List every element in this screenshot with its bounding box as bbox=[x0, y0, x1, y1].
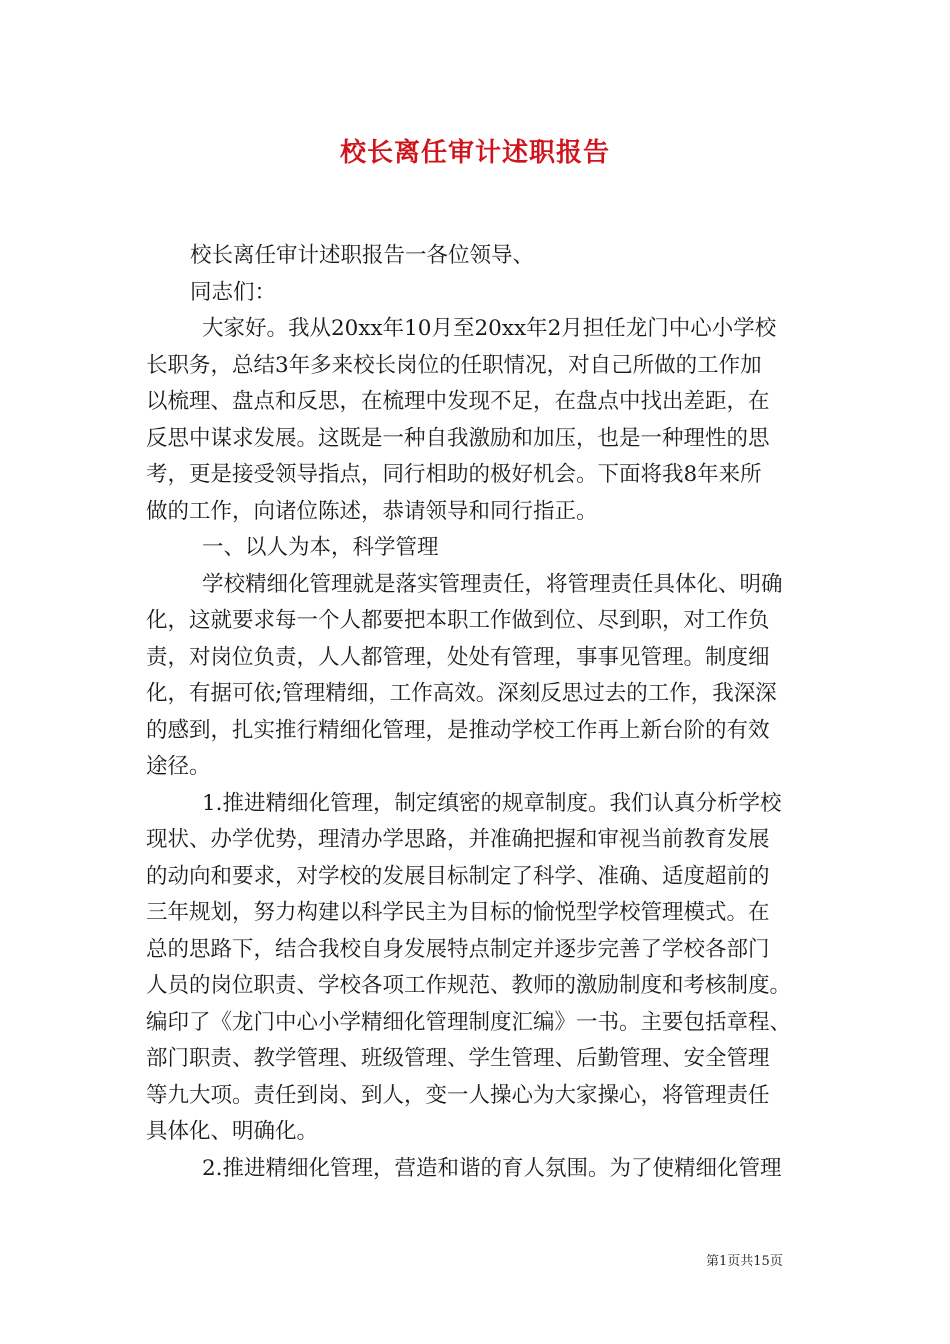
paragraph-line: 责，对岗位负责，人人都管理，处处有管理，事事见管理。制度细 bbox=[146, 644, 770, 670]
paragraph-line: 以梳理、盘点和反思，在梳理中发现不足，在盘点中找出差距，在 bbox=[146, 389, 770, 414]
paragraph-line: 具体化、明确化。 bbox=[146, 1119, 319, 1144]
paragraph-line: 1.推进精细化管理，制定缜密的规章制度。我们认真分析学校 bbox=[202, 790, 782, 816]
document-body bbox=[146, 238, 810, 1187]
paragraph-line: 大家好。我从20xx年10月至20xx年2月担任龙门中心小学校 bbox=[202, 316, 777, 341]
paragraph-line: 编印了《龙门中心小学精细化管理制度汇编》一书。主要包括章程、 bbox=[146, 1009, 792, 1035]
paragraph-line: 同志们： bbox=[190, 279, 277, 305]
paragraph-line: 的感到，扎实推行精细化管理，是推动学校工作再上新台阶的有效 bbox=[146, 717, 770, 743]
page-number: 第1页共15页 bbox=[706, 1254, 783, 1269]
paragraph-line: 学校精细化管理就是落实管理责任，将管理责任具体化、明确 bbox=[202, 571, 783, 597]
paragraph-line: 2.推进精细化管理，营造和谐的育人氛围。为了使精细化管理 bbox=[202, 1155, 782, 1181]
paragraph-line: 考，更是接受领导指点，同行相助的极好机会。下面将我8年来所 bbox=[146, 462, 762, 487]
paragraph-line: 反思中谋求发展。这既是一种自我激励和加压，也是一种理性的思 bbox=[146, 425, 770, 451]
paragraph-line: 的动向和要求，对学校的发展目标制定了科学、准确、适度超前的 bbox=[146, 863, 770, 889]
paragraph-line: 部门职责、教学管理、班级管理、学生管理、后勤管理、安全管理 bbox=[146, 1046, 770, 1071]
paragraph-line: 化，这就要求每一个人都要把本职工作做到位、尽到职，对工作负 bbox=[146, 608, 770, 633]
paragraph-line: 化，有据可依;管理精细，工作高效。深刻反思过去的工作，我深深 bbox=[146, 681, 777, 706]
paragraph-line: 总的思路下，结合我校自身发展特点制定并逐步完善了学校各部门 bbox=[146, 936, 770, 962]
paragraph-line: 三年规划，努力构建以科学民主为目标的愉悦型学校管理模式。在 bbox=[146, 900, 770, 925]
paragraph-line: 一、以人为本，科学管理 bbox=[202, 535, 439, 560]
document-title: 校长离任审计述职报告 bbox=[339, 138, 610, 168]
paragraph-line: 做的工作，向诸位陈述，恭请领导和同行指正。 bbox=[146, 498, 598, 524]
paragraph-line: 途径。 bbox=[146, 754, 211, 779]
paragraph-line: 人员的岗位职责、学校各项工作规范、教师的激励制度和考核制度。 bbox=[146, 973, 792, 998]
paragraph-line: 长职务，总结3年多来校长岗位的任职情况，对自己所做的工作加 bbox=[146, 352, 762, 378]
paragraph-line: 现状、办学优势，理清办学思路，并准确把握和审视当前教育发展 bbox=[146, 827, 770, 852]
paragraph-line: 等九大项。责任到岗、到人，变一人操心为大家操心，将管理责任 bbox=[146, 1082, 770, 1108]
paragraph-line: 校长离任审计述职报告一各位领导、 bbox=[190, 243, 535, 268]
